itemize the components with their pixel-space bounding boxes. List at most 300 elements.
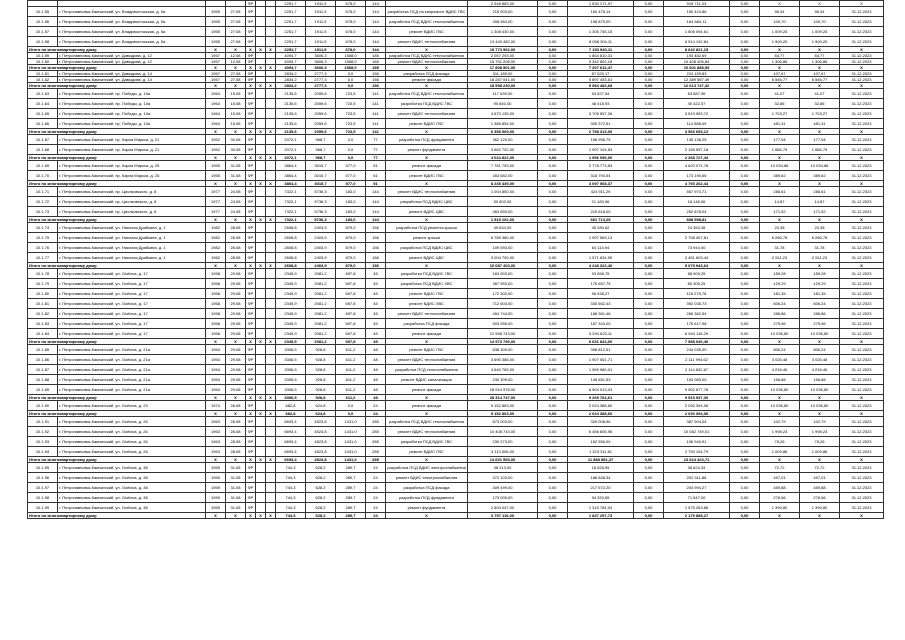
cell-yr1: 1955: [206, 7, 226, 17]
cell-pct: 0,00: [538, 329, 568, 339]
cell-x3: [266, 233, 276, 243]
cell-z2: 0,00: [730, 483, 760, 493]
cell-no: 10.1.80: [28, 289, 58, 299]
cell-e2: 31,78: [800, 243, 840, 253]
cell-e2: 4 216,46: [800, 365, 840, 375]
cell-yr1: X: [206, 65, 226, 71]
cell-yr2: 27.08: [226, 37, 246, 47]
cell-z1: 0,00: [634, 1, 664, 7]
cell-a2: 289,7: [336, 503, 366, 513]
cell-pct: 0,00: [538, 375, 568, 385]
cell-e1: 72,72: [760, 463, 800, 473]
cell-n: 156: [366, 71, 386, 77]
cell-e1: 41,07: [760, 89, 800, 99]
cell-yr1: 1955: [206, 171, 226, 181]
cell-a1: 2059,6: [306, 109, 336, 119]
cell-nm: 3306,5: [276, 385, 306, 395]
cell-nm: 2251,7: [276, 37, 306, 47]
total-label: Итого по многоквартирному дому:: [28, 513, 206, 519]
cell-e2: 96,34: [800, 7, 840, 17]
cell-yr2: 28.08: [226, 417, 246, 427]
cell-yr1: 1963: [206, 427, 226, 437]
cell-addr: г. Петропавловск-Камчатский, ул. Océlova, д. 26: [58, 417, 206, 427]
cell-c2: 18 146,06: [664, 197, 730, 207]
cell-end: 31.12.2023: [840, 365, 884, 375]
cell-nm: 3306,5: [276, 395, 306, 401]
cell-cost: 409 499,00: [468, 483, 538, 493]
cell-no: 10.1.58: [28, 37, 58, 47]
cell-c1: 661 713,25: [568, 217, 634, 223]
cell-n: 77: [366, 135, 386, 145]
cell-z1: 0,00: [634, 99, 664, 109]
table-row: [28, 417, 884, 427]
cell-e1: 84,77: [760, 53, 800, 59]
cell-e1: 606,24: [760, 299, 800, 309]
cell-no: 10.1.56: [28, 17, 58, 27]
cell-a1: 4523,8: [306, 427, 336, 437]
cell-pct: 0,00: [538, 27, 568, 37]
cell-cost: 38 213,00: [468, 463, 538, 473]
cell-end: 31.12.2023: [840, 71, 884, 77]
cell-n: 156: [366, 223, 386, 233]
cell-work: разработка ПСД ремонта крыши: [386, 223, 468, 233]
cell-yr1: 1958: [206, 289, 226, 299]
cell-yr2: 29.08: [226, 355, 246, 365]
cell-x2: [256, 473, 266, 483]
cell-z1: 0,00: [634, 417, 664, 427]
cell-addr: г. Петропавловск-Камчатский, ул. Владивостокская, д. 5а: [58, 7, 206, 17]
cell-cost: 3 004 790,00: [468, 253, 538, 263]
cell-yr2: 28.08: [226, 253, 246, 263]
cell-yr2: 31.08: [226, 171, 246, 181]
cell-e2: 32,86: [800, 99, 840, 109]
cell-e2: 2 511,23: [800, 253, 840, 263]
cell-z1: 0,00: [634, 171, 664, 181]
cell-no: 10.1.82: [28, 309, 58, 319]
cell-cost: 28 314 747,00: [468, 395, 538, 401]
cell-x1: ФР: [246, 279, 256, 289]
cell-e1: 107,67: [760, 71, 800, 77]
cell-nm: 2135,6: [276, 89, 306, 99]
cell-a1: 628,2: [306, 493, 336, 503]
cell-a2: 697,8: [336, 279, 366, 289]
cell-c2: 176 617,98: [664, 319, 730, 329]
cell-z2: 0,00: [730, 473, 760, 483]
cell-c2: 10 082 749,01: [664, 427, 730, 437]
cell-n: 285: [366, 447, 386, 457]
cell-a2: 611,2: [336, 355, 366, 365]
cell-a2: 611,2: [336, 395, 366, 401]
cell-x1: ФР: [246, 417, 256, 427]
cell-z2: 0,00: [730, 447, 760, 457]
cell-yr1: X: [206, 129, 226, 135]
cell-x2: [256, 355, 266, 365]
cell-e1: 1 009,86: [760, 447, 800, 457]
cell-n: 51: [366, 181, 386, 187]
cell-n: 45: [366, 329, 386, 339]
cell-z1: 0,00: [634, 181, 664, 187]
cell-x1: X: [246, 339, 256, 345]
cell-nm: 2072,1: [276, 155, 306, 161]
cell-a1: 2777,3: [306, 83, 336, 89]
cell-x2: [256, 171, 266, 181]
cell-z2: 0,00: [730, 171, 760, 181]
cell-nm: 2834,2: [276, 71, 306, 77]
cell-x3: [266, 135, 276, 145]
cell-cost: 18 598 230,00: [468, 83, 538, 89]
cell-pct: 0,00: [538, 145, 568, 155]
cell-x2: [256, 17, 266, 27]
cell-addr: г. Петропавловск-Камчатский, ул. Océlova, д. 17: [58, 329, 206, 339]
table-row: [28, 7, 884, 17]
cell-work: разработка ПСД фасада: [386, 319, 468, 329]
cell-c1: 9 269 764,61: [568, 395, 634, 401]
cell-e2: X: [800, 217, 840, 223]
cell-a2: 723,5: [336, 119, 366, 129]
cell-a2: 697,8: [336, 329, 366, 339]
cell-e1: X: [760, 47, 800, 53]
cell-no: 10.1.70: [28, 171, 58, 181]
cell-yr2: 24.08: [226, 207, 246, 217]
total-label: Итого по многоквартирному дому:: [28, 457, 206, 463]
cell-nm: 2345,9: [276, 289, 306, 299]
cell-nm: 3864,4: [276, 181, 306, 187]
cell-z1: 0,00: [634, 329, 664, 339]
cell-yr2: X: [226, 83, 246, 89]
cell-c2: 12 389 587,49: [664, 77, 730, 83]
cell-end: 31.12.2023: [840, 447, 884, 457]
cell-e2: 1 686,79: [800, 145, 840, 155]
table-row: [28, 135, 884, 145]
cell-work: разработка ПСД фундамента: [386, 493, 468, 503]
cell-z1: 0,00: [634, 385, 664, 395]
cell-z2: 0,00: [730, 269, 760, 279]
cell-z2: 0,00: [730, 355, 760, 365]
cell-yr1: X: [206, 181, 226, 187]
cell-no: 10.1.91: [28, 417, 58, 427]
table-row: [28, 27, 884, 37]
cell-n: 144: [366, 1, 386, 7]
cell-z1: 0,00: [634, 83, 664, 89]
cell-yr2: X: [226, 411, 246, 417]
cell-nm: 7322,1: [276, 197, 306, 207]
cell-z2: 0,00: [730, 375, 760, 385]
cell-x3: X: [266, 129, 276, 135]
cell-x1: ФР: [246, 309, 256, 319]
cell-e1: 20,38: [760, 223, 800, 233]
cell-yr1: 1958: [206, 269, 226, 279]
cell-a1: 4523,8: [306, 447, 336, 457]
cell-no: 10.1.78: [28, 269, 58, 279]
cell-work: разработка ПСД ВДИС ГВС: [386, 269, 468, 279]
cell-nm: 2251,7: [276, 1, 306, 7]
cell-addr: г. Петропавловск-Камчатский, ул. Océlova, д. 38: [58, 493, 206, 503]
cell-a2: 879,0: [336, 243, 366, 253]
cell-cost: 6 358 969,00: [468, 129, 538, 135]
cell-yr1: 1957: [206, 53, 226, 59]
cell-a1: 628,2: [306, 473, 336, 483]
cell-x2: [256, 109, 266, 119]
cell-addr: г. Петропавловск-Камчатский, ул. Давыдова, д. 14: [58, 77, 206, 83]
cell-nm: 6693,4: [276, 437, 306, 447]
cell-c1: 1 864 810,31: [568, 53, 634, 59]
cell-x1: ФР: [246, 269, 256, 279]
cell-n: 51: [366, 161, 386, 171]
cell-no: 10.1.95: [28, 463, 58, 473]
cell-z2: 0,00: [730, 65, 760, 71]
cell-end: 31.12.2023: [840, 493, 884, 503]
cell-z1: 0,00: [634, 7, 664, 17]
cell-pct: 0,00: [538, 513, 568, 519]
cell-a2: 289,7: [336, 513, 366, 519]
cell-cost: 90 840,00: [468, 99, 538, 109]
cell-work: ремонт ВДИС ЦВС: [386, 253, 468, 263]
cell-x3: X: [266, 65, 276, 71]
cell-pct: 0,00: [538, 289, 568, 299]
cell-x1: ФР: [246, 233, 256, 243]
cell-work: ремонт ВДИС ЦВС: [386, 207, 468, 217]
cell-pct: 0,00: [538, 109, 568, 119]
cell-yr1: X: [206, 155, 226, 161]
cell-e1: X: [760, 129, 800, 135]
cell-cost: 367 953,00: [468, 279, 538, 289]
cell-c2: 7 988 040,40: [664, 339, 730, 345]
cell-a2: 1568,0: [336, 59, 366, 65]
cell-z1: 0,00: [634, 473, 664, 483]
cell-e1: 96,34: [760, 7, 800, 17]
cell-c2: 135 136,25: [664, 135, 730, 145]
cell-a2: 723,5: [336, 109, 366, 119]
cell-work: ремонт фасада: [386, 161, 468, 171]
cell-x2: X: [256, 83, 266, 89]
cell-x3: [266, 401, 276, 411]
cell-work: ремонт фундамента: [386, 503, 468, 513]
cell-yr2: 28.08: [226, 437, 246, 447]
cell-a2: 1431,0: [336, 457, 366, 463]
cell-cost: 372 103,00: [468, 473, 538, 483]
total-label: Итого по многоквартирному дому:: [28, 411, 206, 417]
cell-a2: 1431,0: [336, 417, 366, 427]
cell-z1: 0,00: [634, 503, 664, 513]
cell-e2: 129,29: [800, 279, 840, 289]
cell-x2: X: [256, 181, 266, 187]
cell-x2: X: [256, 129, 266, 135]
cell-work: разработка ПСД теплоснабжения: [386, 365, 468, 375]
cell-x3: [266, 145, 276, 155]
cell-cost: 453 682,00: [468, 171, 538, 181]
table-row: [28, 17, 884, 27]
cell-x2: [256, 319, 266, 329]
cell-end: 31.12.2023: [840, 119, 884, 129]
cell-addr: г. Петропавловск-Камчатский, ул. Давыдова, д. 12: [58, 53, 206, 59]
cell-z2: 0,00: [730, 345, 760, 355]
cell-x1: X: [246, 411, 256, 417]
total-label: Итого по многоквартирному дому:: [28, 217, 206, 223]
cell-addr: г. Петропавловск-Камчатский, ул. Владивостокская, д. 5а: [58, 27, 206, 37]
cell-x1: ФР: [246, 7, 256, 17]
cell-work: разработка ПСД ВДИС ХВС: [386, 279, 468, 289]
cell-z2: 0,00: [730, 513, 760, 519]
cell-no: 10.1.76: [28, 243, 58, 253]
cell-x3: [266, 289, 276, 299]
cell-c2: 387 904,04: [664, 417, 730, 427]
cell-cost: 50 602,00: [468, 197, 538, 207]
cell-x2: X: [256, 395, 266, 401]
cell-x2: [256, 233, 266, 243]
cell-cost: 2 057 293,00: [468, 53, 538, 59]
cell-e1: X: [760, 411, 800, 417]
cell-z1: 0,00: [634, 253, 664, 263]
cell-e1: 275,96: [760, 319, 800, 329]
cell-no: 10.1.57: [28, 27, 58, 37]
cell-c2: 2 114 832,67: [664, 365, 730, 375]
cell-e1: 481,31: [760, 119, 800, 129]
table-row: [28, 269, 884, 279]
cell-pct: 0,00: [538, 217, 568, 223]
cell-e2: 806,24: [800, 345, 840, 355]
cell-n: 24: [366, 483, 386, 493]
cell-z2: 0,00: [730, 233, 760, 243]
cell-e2: 10 036,80: [800, 401, 840, 411]
cell-x2: [256, 299, 266, 309]
cell-c1: 5 294 623,11: [568, 329, 634, 339]
cell-c2: 24 353,38: [664, 223, 730, 233]
cell-pct: 0,00: [538, 365, 568, 375]
cell-c1: 176 657,75: [568, 279, 634, 289]
cell-e1: 1 686,79: [760, 145, 800, 155]
cell-yr1: 1982: [206, 223, 226, 233]
cell-x3: [266, 299, 276, 309]
cell-z2: 0,00: [730, 437, 760, 447]
cell-x3: [266, 463, 276, 473]
cell-n: 45: [366, 269, 386, 279]
cell-x3: [266, 119, 276, 129]
cell-x1: X: [246, 65, 256, 71]
cell-n: 144: [366, 187, 386, 197]
cell-yr1: 1955: [206, 161, 226, 171]
cell-z2: 0,00: [730, 53, 760, 59]
cell-cost: 1 308 430,00: [468, 27, 538, 37]
cell-a1: 968,7: [306, 155, 336, 161]
cell-yr2: 12.08: [226, 53, 246, 59]
cell-work: ремонт ВДИС ГВС: [386, 27, 468, 37]
cell-yr1: 1963: [206, 417, 226, 427]
cell-e2: X: [800, 339, 840, 345]
cell-x2: [256, 427, 266, 437]
cell-c1: 7 207 612,47: [568, 65, 634, 71]
cell-yr2: X: [226, 395, 246, 401]
cell-pct: 0,00: [538, 279, 568, 289]
cell-z1: 0,00: [634, 309, 664, 319]
cell-yr2: 29.08: [226, 299, 246, 309]
cell-n: 51: [366, 171, 386, 181]
cell-x2: [256, 89, 266, 99]
cell-x2: X: [256, 263, 266, 269]
cell-cost: 308 964,00: [468, 17, 538, 27]
cell-z1: 0,00: [634, 345, 664, 355]
cell-x1: X: [246, 263, 256, 269]
cell-a1: 4523,8: [306, 437, 336, 447]
cell-cost: 1 389 854,00: [468, 119, 538, 129]
cell-z2: 0,00: [730, 207, 760, 217]
cell-cost: 4 640 765,00: [468, 365, 538, 375]
cell-e1: 1 998,23: [760, 427, 800, 437]
cell-addr: г. Петропавловск-Камчатский, ул. Николая Драбкина, д. 1: [58, 233, 206, 243]
cell-end: X: [840, 339, 884, 345]
cell-nm: 7322,1: [276, 217, 306, 223]
cell-x1: ФР: [246, 243, 256, 253]
cell-z1: 0,00: [634, 161, 664, 171]
cell-no: 10.1.94: [28, 447, 58, 457]
table-row: [28, 253, 884, 263]
cell-nm: 2072,1: [276, 145, 306, 155]
cell-c1: 7 153 940,11: [568, 47, 634, 53]
cell-e2: 1 703,27: [800, 109, 840, 119]
table-row: [28, 89, 884, 99]
cell-x1: X: [246, 181, 256, 187]
cell-yr2: 12.08: [226, 59, 246, 65]
cell-yr1: 1959: [206, 463, 226, 473]
cell-yr1: 1954: [206, 375, 226, 385]
cell-end: X: [840, 457, 884, 463]
cell-a1: 2403,9: [306, 223, 336, 233]
cell-n: 144: [366, 27, 386, 37]
cell-c2: 9 519 937,30: [664, 395, 730, 401]
cell-end: 31.12.2023: [840, 463, 884, 473]
cell-c2: 173 190,66: [664, 171, 730, 181]
cell-z2: 0,00: [730, 99, 760, 109]
cell-c1: 8 058 304,11: [568, 37, 634, 47]
cell-yr2: X: [226, 339, 246, 345]
cell-c2: 2 750 104,79: [664, 447, 730, 457]
cell-addr: г. Петропавловск-Камчатский, ул. Océlova, д. 17: [58, 299, 206, 309]
cell-x3: [266, 355, 276, 365]
cell-yr1: 1974: [206, 401, 226, 411]
cell-a2: 183,0: [336, 187, 366, 197]
cell-end: 31.12.2023: [840, 53, 884, 59]
cell-x3: [266, 207, 276, 217]
cell-a2: 577,0: [336, 171, 366, 181]
cell-n: 45: [366, 289, 386, 299]
cell-a2: 577,0: [336, 181, 366, 187]
cell-c2: 63 587,96: [664, 89, 730, 99]
cell-end: 31.12.2023: [840, 269, 884, 279]
cell-c2: 13 624 423,71: [664, 457, 730, 463]
cell-cost: 13 440 482,00: [468, 37, 538, 47]
cell-e1: 14,87: [760, 197, 800, 207]
cell-n: 144: [366, 207, 386, 217]
cell-x1: X: [246, 155, 256, 161]
cell-a2: 678,0: [336, 27, 366, 37]
cell-x2: [256, 345, 266, 355]
cell-a2: 0,0: [336, 135, 366, 145]
cell-c1: 6 631 844,00: [568, 339, 634, 345]
cell-work: разработка ПСД ВДИС электроснабжения: [386, 463, 468, 473]
total-label: Итого по многоквартирному дому:: [28, 129, 206, 135]
cell-pct: 0,00: [538, 7, 568, 17]
cell-x1: ФР: [246, 109, 256, 119]
cell-cost: 17 808 501,00: [468, 65, 538, 71]
cell-c2: 8 642 821,15: [664, 47, 730, 53]
cell-e1: 31,78: [760, 243, 800, 253]
cell-z1: 0,00: [634, 339, 664, 345]
cell-pct: 0,00: [538, 463, 568, 473]
cell-yr2: 28.08: [226, 223, 246, 233]
cell-x1: ФР: [246, 329, 256, 339]
cell-nm: 2251,7: [276, 27, 306, 37]
cell-no: 10.1.83: [28, 319, 58, 329]
cell-e2: X: [800, 65, 840, 71]
